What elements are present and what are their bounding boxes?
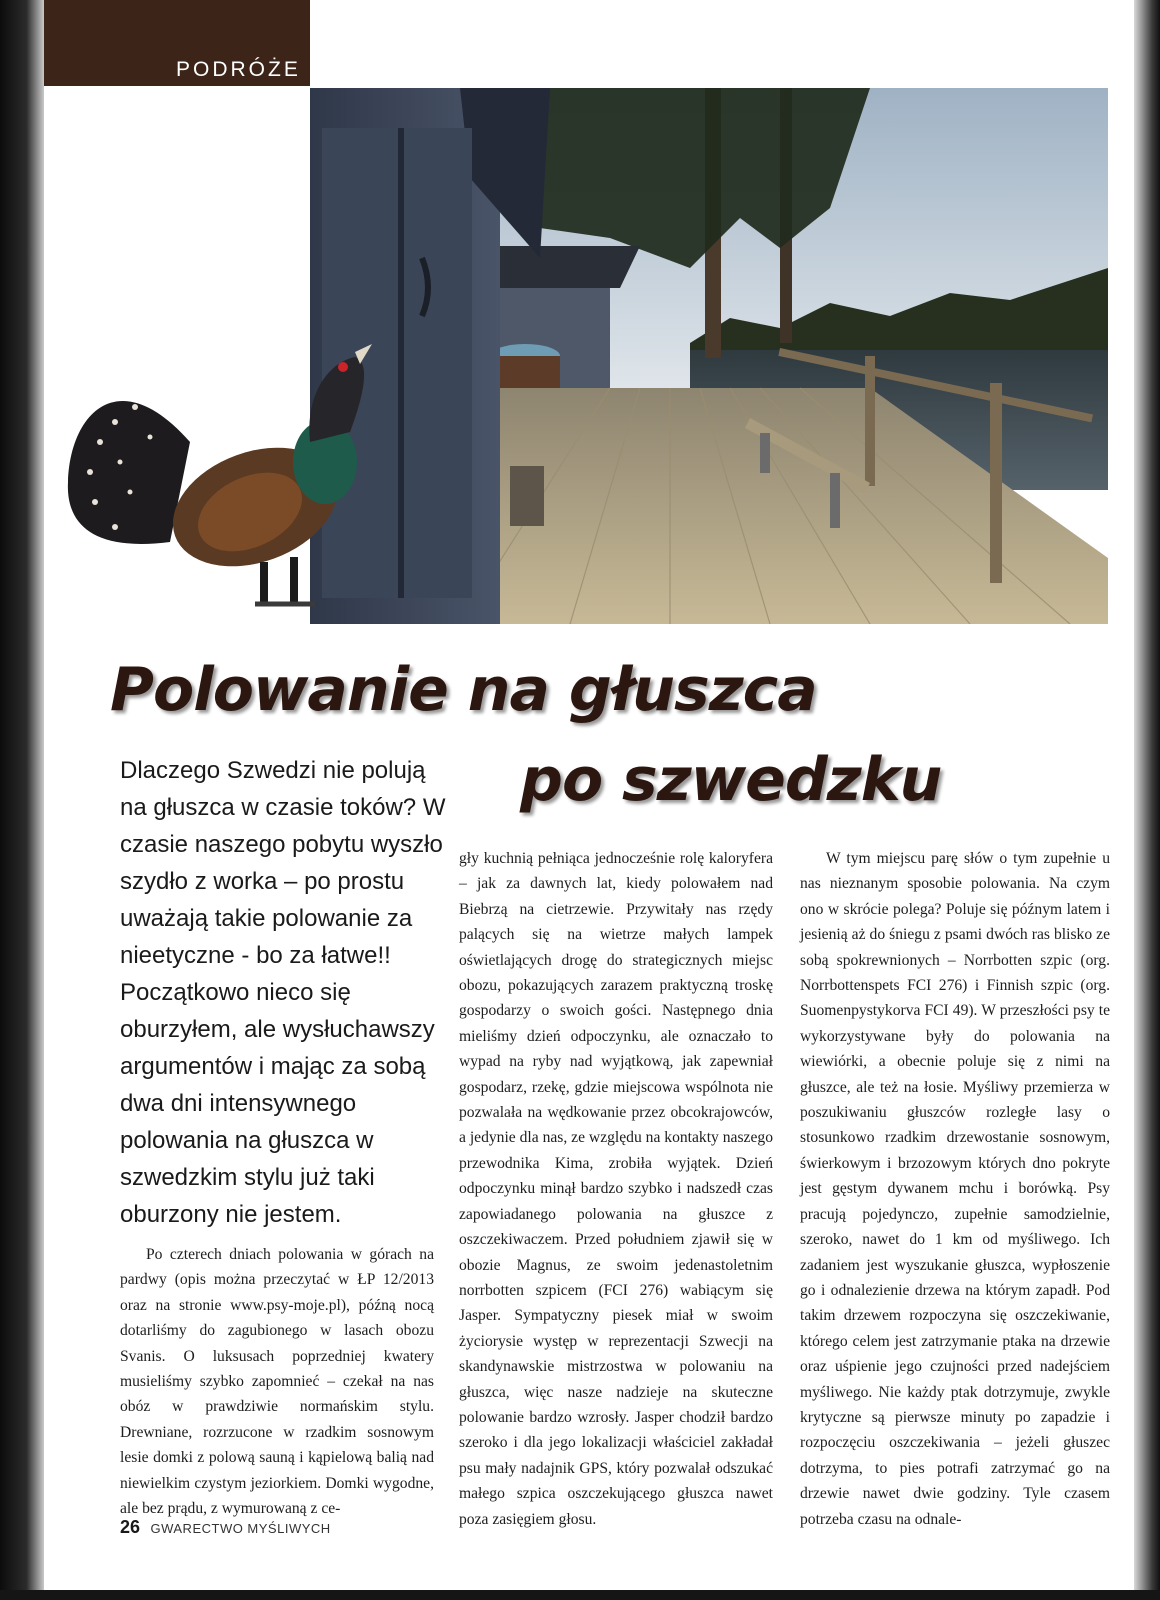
article-title-line2: po szwedzku: [520, 745, 942, 815]
page-footer: [120, 1517, 331, 1538]
page-edge-right: [1134, 0, 1160, 1600]
section-label: PODRÓŻE: [176, 58, 301, 81]
sauna-lake-photo: [310, 88, 1108, 624]
page-edge-bottom: [0, 1590, 1160, 1600]
article-title-line1: Polowanie na głuszca: [110, 655, 817, 725]
body-column-3: W tym miejscu parę słów o tym zupełnie u nas nieznanym sposobie polowania. Na czym ono w skrócie polega? Poluje się późnym latem i jesienią aż do śniegu z psami dwóch ras blisko ze sobą spokrewnionych – Norrbotten szpic (org. Norrbottenspets FCI 276) i Finnish szpic (org. Suomenpystykorva FCI 49). W przeszłości psy te wykorzystywane były do polowania na wiewiórki, a obecnie poluje się z nimi na głuszce, ale też na łosie. Myśliwy przemierza w poszukiwaniu głuszców rozległe lasy o stosunkowo rzadkim drzewostanie sosnowym, świerkowym i brzozowym których dno pokryte jest gęstym dywanem mchu i borówką. Psy pracują pojedynczo, zupełnie samodzielnie, szeroko, nawet do 1 km od myśliwego. Ich zadaniem jest wyszukanie głuszca, wypłoszenie go i odnalezienie drzewa na którym zapadł. Pod takim drzewem rozpoczyna się oszczekiwanie, którego celem jest zatrzymanie ptaka na drzewie oraz uśpienie jego czujności przed nadejściem myśliwego. Nie każdy ptak dotrzymuje, zwykle krytyczne są pierwsze minuty po zapadzie i rozpoczęciu oszczekiwania – jeżeli głuszec dotrzyma, to pies potrafi zatrzymać go na drzewie nawet dwie godziny. Tyle czasem potrzeba czasu na odnale-: [800, 850, 1110, 1528]
body-column-2: gły kuchnią pełniąca jednocześnie rolę kaloryfera – jak za dawnych lat, kiedy polowałem nad Biebrzą na cietrzewie. Przywitały nas rzędy palących się na wietrze małych lampek oświetlających drogę do strategicznych miejsc obozu, pokazujących zarazem praktyczną troskę gospodarzy o swoich gości. Następnego dnia mieliśmy dzień odpoczynku, ale oznaczało to wypad na ryby nad wyjątkową, jak zapewniał gospodarz, rzekę, gdzie miejscowa wspólnota nie pozwalała na wędkowanie przez obcokrajowców, a jedynie dla nas, ze względu na kontakty naszego przewodnika Kima, zrobiła wyjątek. Dzień odpoczynku minął bardzo szybko i nadszedł czas zapowiadanego polowania na głuszce z oszczekiwaczem. Przed południem zjawił się w obozie Magnus, ze swoim jedenastoletnim norrbotten szpicem (FCI 276) wabiącym się Jasper. Sympatyczny piesek miał w swoim życiorysie występ w reprezentacji Szwecji na skandynawskie mistrzostwa w polowaniu na głuszca, więc nasze nadzieje na skuteczne polowanie bardzo wzrosły. Jasper chodził bardzo szeroko i dla jego lokalizacji właściciel zakładał psu mały nadajnik GPS, który pozwalał odszukać małego szpica oszczekującego głuszca nawet poza zasięgiem głosu.: [459, 850, 773, 1528]
body-column-1: Po czterech dniach polowania w górach na pardwy (opis można przeczytać w ŁP 12/2013 oraz na stronie www.psy-moje.pl), późną nocą dotarliśmy do zagubionego w lasach obozu Svanis. O luksusach poprzedniej kwatery musieliśmy szybko zapomnieć – czekał na nas obóz w prawdziwie normańskim stylu. Drewniane, rozrzucone w rzadkim sosnowym lesie domki z polową sauną i kąpielową balią nad niewielkim czystym jeziorkiem. Domki wygodne, ale bez prądu, z wymurowaną z ce-: [120, 1246, 434, 1518]
article-lead: Dlaczego Szwedzi nie polują na głuszca w czasie toków? W czasie naszego pobytu wyszło szydło z worka – po prostu uważają takie polowanie za nieetyczne - bo za łatwe!! Początkowo nieco się oburzyłem, ale wysłuchawszy argumentów i mając za sobą dwa dni intensywnego polowania na głuszca w szwedzkim stylu już taki oburzony nie jestem.: [120, 757, 446, 1228]
page-edge-left: [0, 0, 44, 1600]
magazine-name: GWARECTWO MYŚLIWYCH: [150, 1521, 331, 1536]
capercaillie-icon: [60, 322, 380, 632]
page-number: 26: [120, 1517, 141, 1537]
